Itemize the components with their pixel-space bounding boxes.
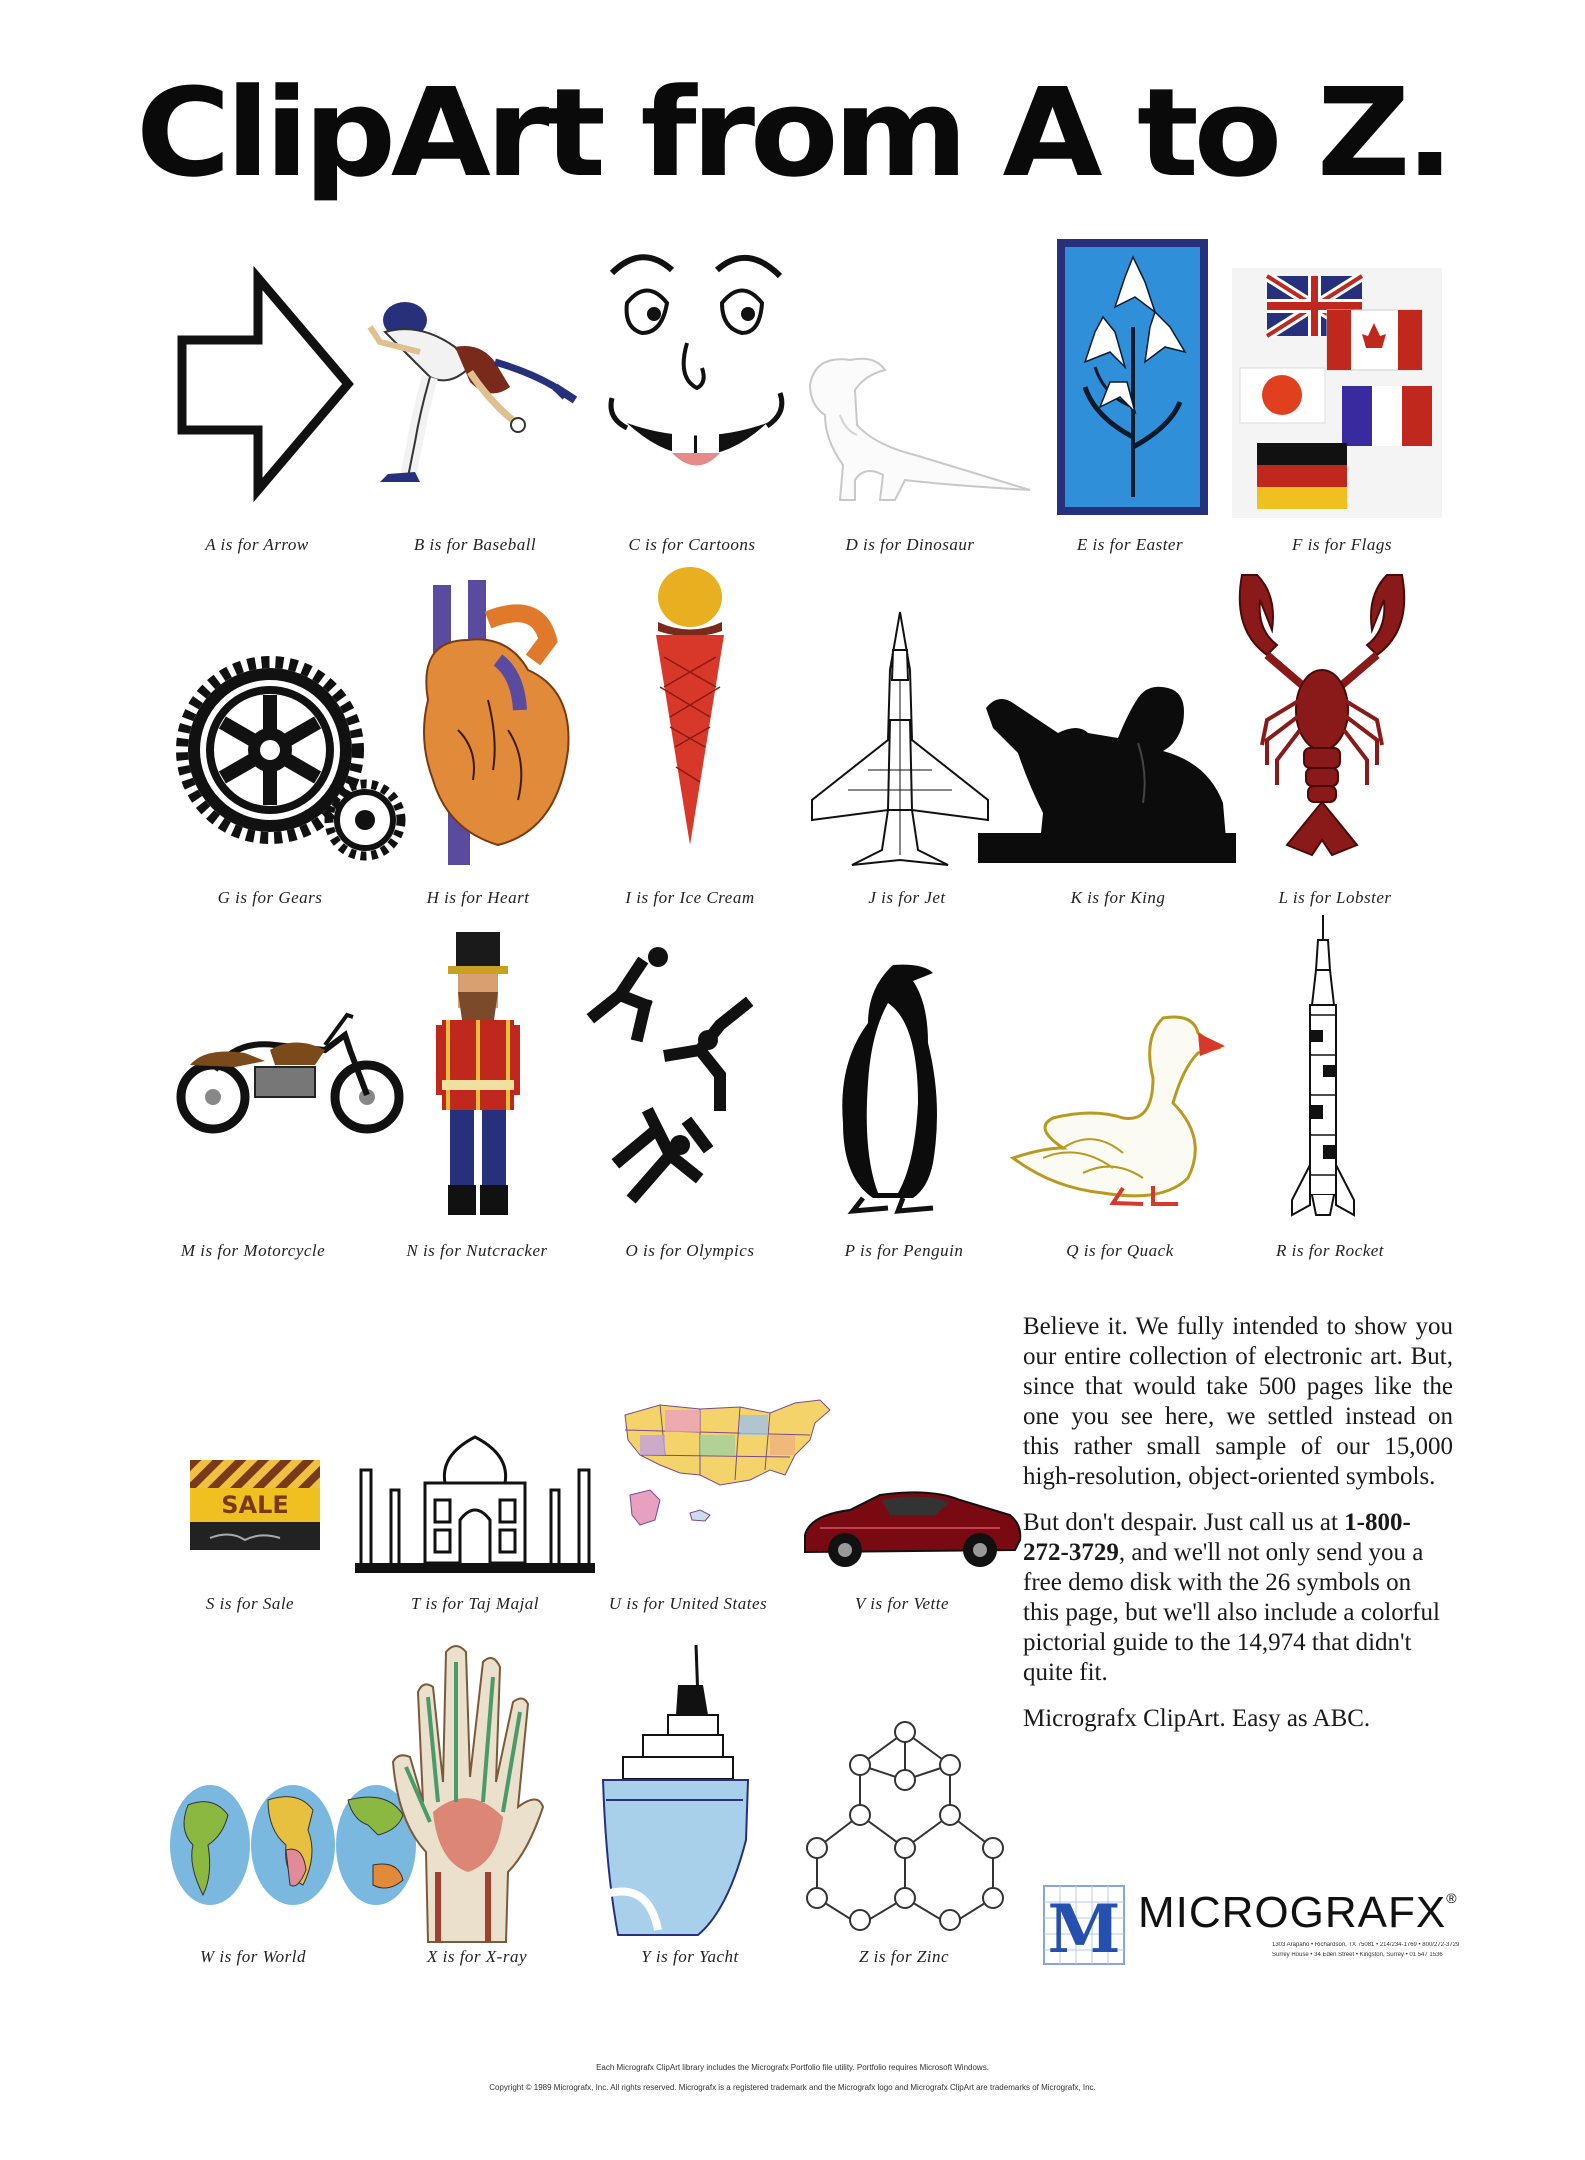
- motorcycle-icon: [175, 1005, 405, 1135]
- zinc-molecule-icon: [805, 1720, 1005, 1930]
- caption-i: I is for Ice Cream: [625, 888, 755, 907]
- logo-name: MICROGRAFX: [1138, 1888, 1447, 1937]
- caption-h: H is for Heart: [426, 888, 530, 907]
- gears-icon: [175, 655, 405, 865]
- king-icon: [978, 653, 1236, 863]
- sale-sign-icon: [190, 1460, 320, 1550]
- headline: ClipArt from A to Z.: [135, 62, 1450, 204]
- caption-a: A is for Arrow: [205, 535, 309, 554]
- micrografx-logo: [1040, 1880, 1460, 1990]
- caption-s: S is for Sale: [205, 1594, 295, 1613]
- caption-r: R is for Rocket: [1275, 1241, 1385, 1260]
- caption-u: U is for United States: [608, 1594, 768, 1613]
- flags-icon: [1232, 268, 1442, 518]
- caption-g: G is for Gears: [217, 888, 323, 907]
- body-paragraph-1: Believe it. We fully intended to show you our entire collection of electronic art. But, since that would take 500 pages like the one you see here, we settled instead on this rather small sample of our 15,000 high-resolution, object-oriented symbols.: [1023, 1313, 1453, 1490]
- registered-mark: ®: [1446, 1890, 1458, 1906]
- logo-address-uk: Surrey House • 34 Eden Street • Kingston, Surrey • 01 547 1536: [1272, 1952, 1443, 1958]
- caption-f: F is for Flags: [1291, 535, 1393, 554]
- caption-d: D is for Dinosaur: [845, 535, 975, 554]
- caption-e: E is for Easter: [1076, 535, 1184, 554]
- logo-wordmark: [1138, 1888, 1458, 1938]
- logo-address-us: 1303 Arapaho • Richardson, TX 75081 • 214/234-1769 • 800/272-3729: [1272, 1942, 1460, 1948]
- caption-k: K is for King: [1070, 888, 1166, 907]
- body-paragraph-2: [1023, 1508, 1453, 1688]
- easter-lily-icon: [1055, 237, 1210, 517]
- logo-monogram: M: [1047, 1890, 1121, 1968]
- phone-number: 1-800-272-3729: [1023, 1509, 1411, 1566]
- caption-p: P is for Penguin: [844, 1241, 964, 1260]
- xray-hand-icon: [388, 1632, 548, 1947]
- jet-icon: [808, 610, 993, 875]
- tagline: Micrografx ClipArt. Easy as ABC.: [1023, 1705, 1371, 1732]
- nutcracker-icon: [428, 930, 528, 1220]
- body-copy: [1023, 1312, 1453, 1734]
- caption-l: L is for Lobster: [1278, 888, 1392, 907]
- duck-icon: [1003, 1008, 1233, 1208]
- logo-monogram-icon: [1040, 1880, 1128, 1968]
- body-paragraph-2-lead: But don't despair. Just call us at: [1023, 1509, 1338, 1536]
- caption-q: Q is for Quack: [1066, 1241, 1174, 1260]
- caption-o: O is for Olympics: [625, 1241, 755, 1260]
- caption-x: X is for X-ray: [426, 1947, 528, 1966]
- olympics-icon: [590, 945, 785, 1215]
- body-paragraph-2-rest: , and we'll not only send you a free demo disk with the 26 symbols on this page, but we'll also include a colorful pictorial guide to the 14,974 that didn't quite fit.: [1023, 1539, 1440, 1686]
- caption-w: W is for World: [199, 1947, 307, 1966]
- caption-n: N is for Nutcracker: [406, 1241, 548, 1260]
- sale-sign-text: SALE: [221, 1491, 289, 1519]
- caption-j: J is for Jet: [868, 888, 946, 907]
- corvette-icon: [800, 1480, 1025, 1570]
- caption-v: V is for Vette: [854, 1594, 950, 1613]
- caption-b: B is for Baseball: [413, 535, 537, 554]
- heart-icon: [408, 580, 578, 870]
- yacht-icon: [598, 1640, 758, 1940]
- footer-copyright: Copyright © 1989 Micrografx, Inc. All rights reserved. Micrografx is a registered trademark and the Micrografx logo and Micrografx ClipArt are trademarks of Micrografx, Inc.: [489, 2083, 1096, 2092]
- footer-disclaimer: Each Micrografx ClipArt library includes the Micrografx Portfolio file utility. Portfolio requires Microsoft Windows.: [596, 2063, 989, 2072]
- baseball-pitcher-icon: [360, 292, 585, 497]
- world-map-icon: [168, 1775, 418, 1915]
- penguin-icon: [833, 963, 953, 1213]
- rocket-icon: [1288, 915, 1358, 1220]
- caption-y: Y is for Yacht: [641, 1947, 739, 1966]
- caption-c: C is for Cartoons: [628, 535, 756, 554]
- cartoon-face-icon: [602, 248, 792, 478]
- dinosaur-icon: [795, 345, 1035, 505]
- caption-t: T is for Taj Majal: [410, 1594, 540, 1613]
- taj-mahal-icon: [355, 1435, 595, 1575]
- caption-m: M is for Motorcycle: [180, 1241, 326, 1260]
- ice-cream-icon: [650, 567, 730, 847]
- caption-z: Z is for Zinc: [858, 1947, 950, 1966]
- arrow-icon: [178, 270, 353, 500]
- lobster-icon: [1232, 570, 1412, 860]
